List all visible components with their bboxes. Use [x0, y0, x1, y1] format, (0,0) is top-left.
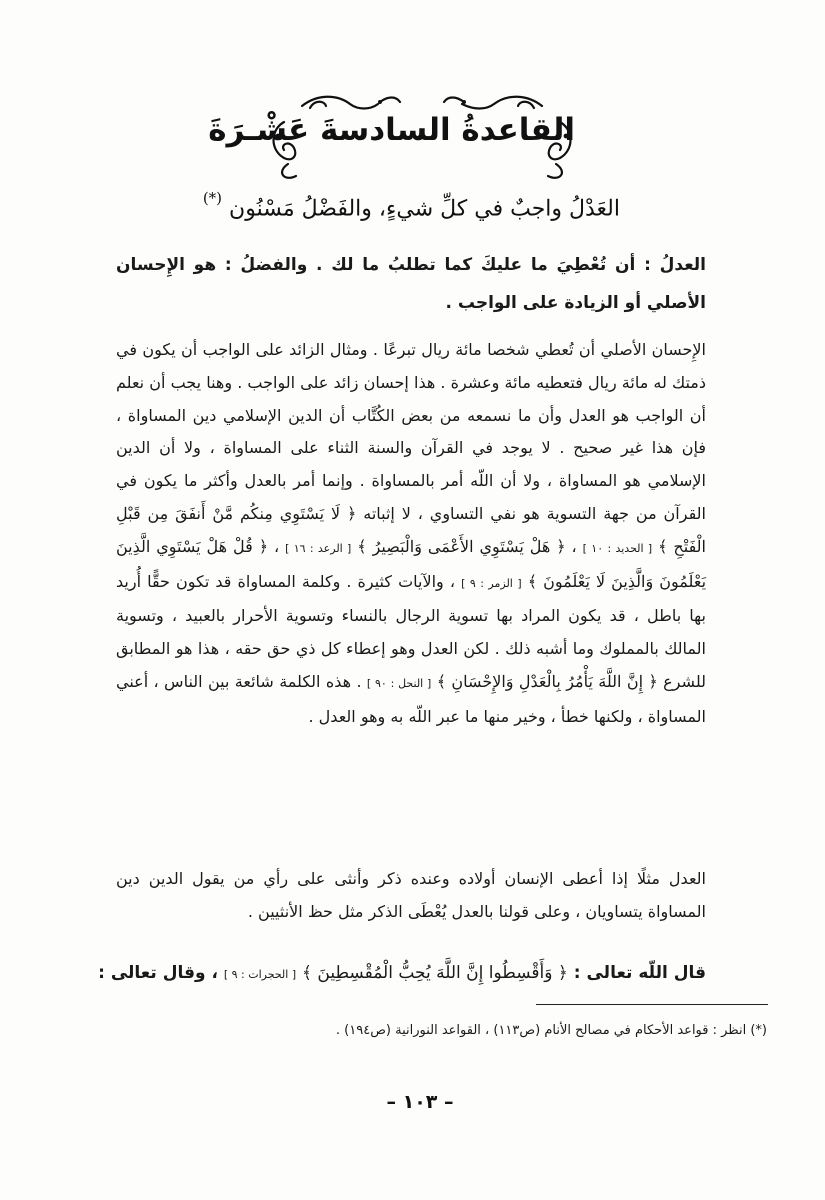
body-text: ، والآيات كثيرة . وكلمة المساواة قد تكون حقًّا أُريد بها باطل ، قد يكون المراد بها تسوية الرجال بالنساء وتسوية الأحرار بالعبيد ، وتسوية المالك بالمملوك وما أشبه ذلك . لكن العدل وهو إعطاء كل ذي حق حقه ، هذا هو المطابق للشرع: [116, 571, 706, 691]
quran-verse: ﴿ وَأَقْسِطُوا إِنَّ اللَّهَ يُحِبُّ الْمُقْسِطِينَ ﴾: [302, 963, 568, 983]
second-paragraph: العدل مثلًا إذا أعطى الإنسان أولاده وعنده ذكر وأنثى على رأي من يقول الدين دين المساواة يتساويان ، وعلى قولنا بالعدل يُعْطَى الذكر مثل حظ الأنثيين .: [116, 869, 706, 921]
verse-reference: [ الحديد : ١٠ ]: [582, 541, 653, 555]
footnote: [127, 1018, 767, 1044]
quran-verse: ﴿ هَلْ يَسْتَوِي الأَعْمَى وَالْبَصِيرُ ﴾: [357, 536, 566, 556]
quran-verse: ﴿ إِنَّ اللَّهَ يَأْمُرُ بِالْعَدْلِ وَالإِحْسَانِ ﴾: [436, 671, 658, 691]
verse-reference: [ الرعد : ١٦ ]: [285, 541, 352, 555]
verse-reference: [ النحل : ٩٠ ]: [366, 676, 432, 690]
footnote-marker: (*): [750, 1023, 767, 1038]
body-text: الإِحسان الأصلي أن تُعطي شخصا مائة ريال تبرعًا . ومثال الزائد على الواجب أن يكون في ذمتك له مائة ريال فتعطيه مائة وعشرة . هذا إحسان زائد على الواجب . وهنا يجب أن نعلم أن الواجب هو العدل وأن ما نسمعه من بعض الكُتَّاب أن الدين الإسلامي دين المساواة ، فإن هذا غير صحيح . لا يوجد في القرآن والسنة الثناء على المساواة ، ولا أن الدين الإسلامي هو المساواة ، ولا أن اللّه أمر بالمساواة . وإنما أمر بالعدل وأكثر ما يكون في القرآن من جهة التسوية هو نفي التساوي ، لا إثباته: [116, 340, 706, 523]
footnote-reference-marker: (*): [202, 189, 223, 207]
page-number: – ١٠٣ –: [386, 1091, 454, 1113]
quote-tail: ، وقال تعالى :: [98, 963, 218, 983]
verse-reference: [ الزمر : ٩ ]: [461, 576, 522, 590]
footnote-divider: [536, 1004, 768, 1005]
chapter-subtitle: [190, 184, 620, 227]
definition-paragraph: العدلُ : أن تُعْطِيَ ما عليكَ كما تطلبُ ما لك . والفضلُ : هو الإِحسان الأصلي أو الزيادة على الواجب .: [116, 255, 706, 313]
quote-lead: قال اللّه تعالى :: [573, 963, 706, 983]
footnote-text: انظر : قواعد الأحكام في مصالح الأنام (ص١١٣) ، القواعد النورانية (ص١٩٤) .: [335, 1023, 747, 1038]
subtitle-text: العَدْلُ واجبٌ في كلِّ شيءٍ، والفَضْلُ مَسْنُون: [229, 196, 620, 222]
verse-reference: [ الحجرات : ٩ ]: [223, 968, 297, 981]
quran-verse: ﴿ قُلْ هَلْ يَسْتَوِي الَّذِينَ يَعْلَمُونَ وَالَّذِينَ لَا يَعْلَمُونَ ﴾: [116, 536, 707, 591]
quote-line: [98, 956, 706, 992]
chapter-title: القاعدةُ السادسةَ عَشْـرَةَ: [208, 112, 575, 148]
body-text: . هذه الكلمة شائعة بين الناس ، أعني المساواة ، ولكنها خطأ ، وخير منها ما عبر اللّه به وهو العدل .: [116, 671, 706, 726]
quran-verse: ﴿ لَا يَسْتَوِي مِنكُم مَّنْ أَنفَقَ مِن قَبْلِ الْفَتْحِ ﴾: [116, 503, 707, 556]
main-paragraph: الإِحسان الأصلي أن تُعطي شخصا مائة ريال تبرعًا . ومثال الزائد على الواجب أن يكون في ذمتك له مائة ريال فتعطيه مائة وعشرة . هذا إحسان زائد على الواجب . وهنا يجب أن نعلم أن الواجب هو العدل وأن ما نسمعه من بعض الكُتَّاب أن الدين الإسلامي دين المساواة ، فإن هذا غير صحيح . لا يوجد في القرآن والسنة الثناء على المساواة ، ولا أن الدين الإسلامي هو المساواة ، ولا أن اللّه أمر بالمساواة . وإنما أمر بالعدل وأكثر ما يكون في القرآن من جهة التسوية هو نفي التساوي ، لا إثباته ﴿ لَا يَسْتَوِي مِنكُم مَّنْ أَنفَقَ مِن قَبْلِ الْفَتْحِ ﴾ [ الحديد : ١٠ ] ، ﴿ هَلْ يَسْتَوِي الأَعْمَى وَالْبَصِيرُ ﴾ [ الرعد : ١٦ ] ، ﴿ قُلْ هَلْ يَسْتَوِي الَّذِينَ يَعْلَمُونَ وَالَّذِينَ لَا يَعْلَمُونَ ﴾ [ الزمر : ٩ ] ، والآيات كثيرة . وكلمة المساواة قد تكون حقًّا أُريد بها باطل ، قد يكون المراد بها تسوية الرجال بالنساء وتسوية الأحرار بالعبيد ، وتسوية المالك بالمملوك وما أشبه ذلك . لكن العدل وهو إعطاء كل ذي حق حقه ، هذا هو المطابق للشرع ﴿ إِنَّ اللَّهَ يَأْمُرُ بِالْعَدْلِ وَالإِحْسَانِ ﴾ [ النحل : ٩٠ ] . هذه الكلمة شائعة بين الناس ، أعني المساواة ، ولكنها خطأ ، وخير منها ما عبر اللّه به وهو العدل .: [116, 340, 707, 726]
